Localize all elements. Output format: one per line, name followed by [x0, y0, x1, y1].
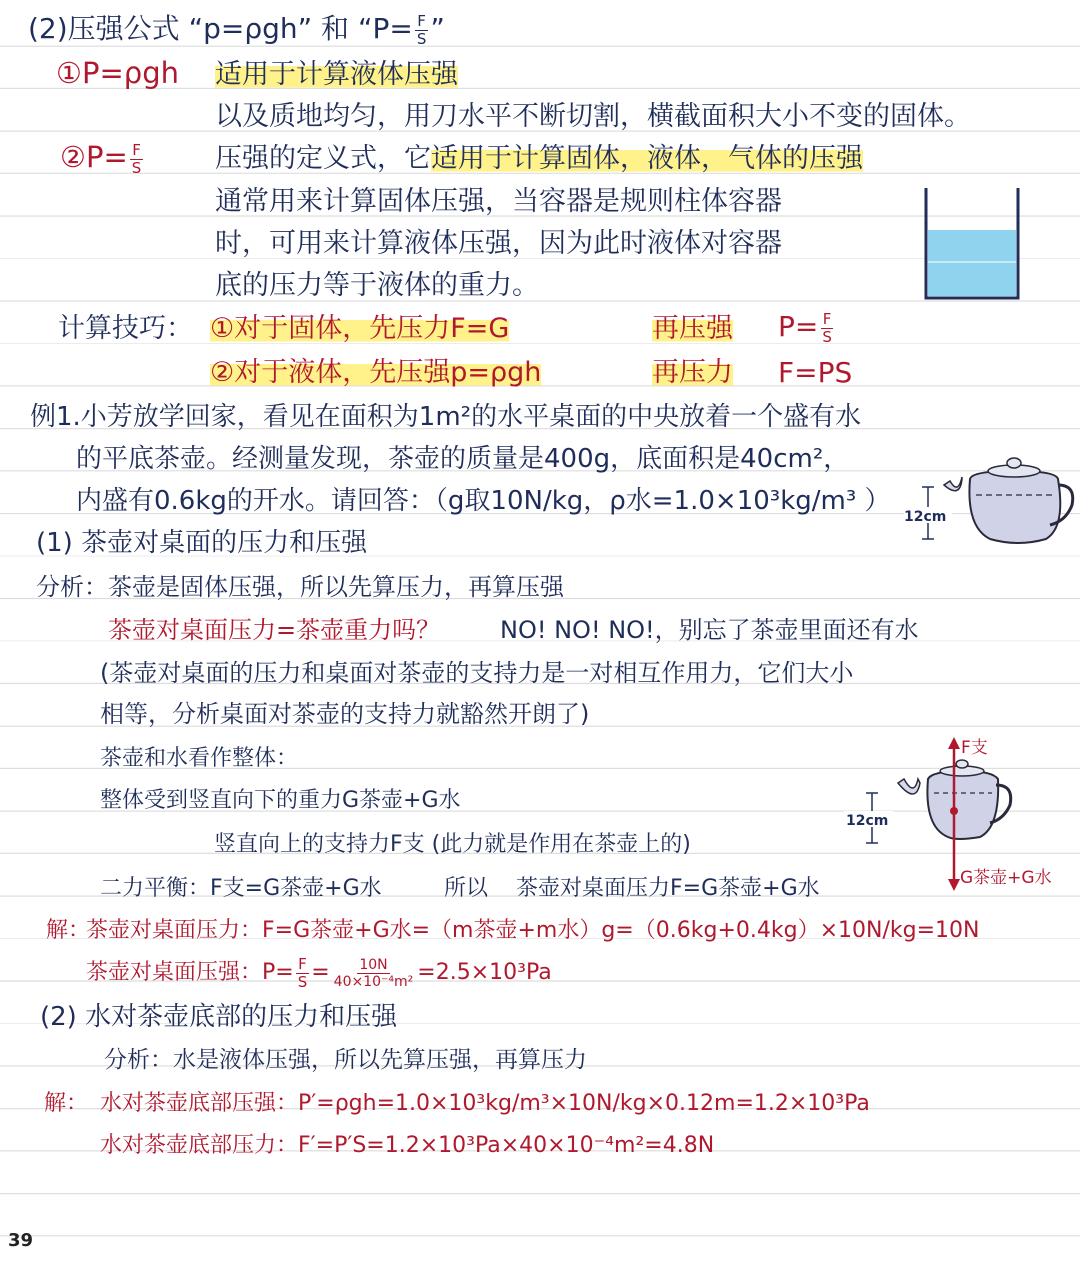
- gravity-line: 整体受到竖直向下的重力G茶壶+G水: [100, 788, 461, 813]
- fraction-denominator: S: [131, 158, 142, 177]
- formula-1-label: ①P=ρgh: [56, 56, 179, 90]
- fraction-denominator: S: [297, 972, 308, 991]
- teapot-body: [927, 771, 998, 839]
- example-line-1: 例1.小芳放学回家，看见在面积为1m²的水平桌面的中央放着一个盛有水: [30, 402, 862, 432]
- teapot-spout: [944, 477, 962, 491]
- teapot-figure-1: [900, 455, 1076, 550]
- section-title-prefix: (2)压强公式: [28, 12, 180, 45]
- paren-line-2: 相等，分析桌面对茶壶的支持力就豁然开朗了): [100, 700, 590, 728]
- force-down-label: G茶壶+G水: [960, 868, 1052, 888]
- balance-therefore: 所以: [444, 876, 489, 901]
- teapot-knob: [956, 760, 968, 768]
- formula-2-highlight: 适用于计算固体，液体，气体的压强: [431, 143, 863, 174]
- paren-line-1: (茶壶对桌面的压力和桌面对茶壶的支持力是一对相互作用力，它们大小: [100, 659, 854, 687]
- fraction-denominator: S: [416, 29, 427, 48]
- example-line-2: 的平底茶壶。经测量发现，茶壶的质量是400g，底面积是40cm²，: [76, 444, 850, 474]
- formula-2-text: 压强的定义式，它: [215, 143, 431, 174]
- fraction-numerator: F: [298, 954, 307, 973]
- solution-2-line-a: 水对茶壶底部压强：P′=ρgh=1.0×10³kg/m³×10N/kg×0.12m=1.2×10³Pa: [100, 1091, 870, 1116]
- formula-2-line-1: [215, 142, 863, 176]
- tips-row-1-formula: [778, 310, 836, 345]
- teapot-knob: [1007, 458, 1021, 468]
- solution-1-lead: 茶壶对桌面压强：P=: [86, 960, 294, 985]
- formula-2-line-3: 时，可用来计算液体压强，因为此时液体对容器: [215, 228, 782, 259]
- section-title-formula-2-lead: “P=: [357, 12, 413, 45]
- tips-row-1-highlight: ①对于固体，先压力F=G: [210, 313, 510, 344]
- teapot-body: [969, 471, 1060, 543]
- balance-line: 二力平衡：F支=G茶壶+G水: [100, 876, 382, 901]
- balance-conclusion: 茶壶对桌面压力F=G茶壶+G水: [516, 876, 820, 901]
- fraction-denominator: S: [822, 327, 832, 346]
- solution-1-result: =2.5×10³Pa: [417, 960, 552, 985]
- tips-row-1-fraction: [820, 309, 834, 346]
- section-title-and: 和: [321, 12, 350, 45]
- fraction-numerator: F: [417, 11, 426, 30]
- formula-2-fraction: [130, 140, 144, 177]
- formula-1-line-2: 以及质地均匀，用刀水平不断切割，横截面积大小不变的固体。: [215, 101, 971, 132]
- tips-row-2-then: [652, 356, 733, 390]
- section-title: [28, 12, 445, 47]
- solution-1-label: 解：: [46, 918, 91, 943]
- height-label: 12cm: [904, 509, 947, 525]
- tips-row-2-step: [210, 356, 541, 390]
- fraction-numerator: F: [822, 309, 832, 328]
- fraction-numerator: 10N: [359, 956, 388, 973]
- teapot-force-diagram: [840, 735, 1072, 895]
- solution-1-line-a: 茶壶对桌面压力：F=G茶壶+G水=（m茶壶+m水）g=（0.6kg+0.4kg）×10N/kg=10N: [86, 918, 980, 943]
- formula-2-line-4: 底的压力等于液体的重力。: [215, 270, 539, 301]
- solution-2-label: 解：: [44, 1091, 89, 1116]
- whole-body-label: 茶壶和水看作整体：: [100, 746, 299, 771]
- page-number: 39: [8, 1230, 34, 1251]
- solution-1-line-b: [86, 956, 552, 990]
- example-line-3: 内盛有0.6kg的开水。请回答：（g取10N/kg，ρ水=1.0×10³kg/m³ ）: [76, 486, 891, 516]
- formula-2-label: [60, 140, 145, 176]
- fraction-denominator: 40×10⁻⁴m²: [333, 973, 414, 990]
- force-down-arrow: [948, 879, 960, 891]
- section-title-fraction: [415, 11, 429, 48]
- support-line: 竖直向上的支持力F支 (此力就是作用在茶壶上的): [214, 832, 691, 857]
- force-up-label: F支: [961, 738, 988, 758]
- teapot-spout: [898, 779, 920, 794]
- tips-row-1-then-highlight: 再压强: [652, 313, 733, 344]
- tips-row-1-then: [652, 312, 733, 346]
- analysis-2: 分析：水是液体压强，所以先算压强，再算压力: [104, 1047, 587, 1073]
- solution-1-fraction-1: [296, 954, 310, 991]
- tips-row-1-formula-lead: P=: [778, 310, 819, 343]
- solution-1-fraction-2: [332, 958, 416, 989]
- formula-1-highlight: 适用于计算液体压强: [215, 59, 458, 90]
- section-title-formula-1: “p=ρgh”: [188, 12, 313, 45]
- container-figure: [920, 186, 1024, 302]
- question-1: (1) 茶壶对桌面的压力和压强: [36, 528, 368, 558]
- analysis-1: 分析：茶壶是固体压强，所以先算压力，再算压强: [36, 573, 564, 601]
- formula-2-lead: ②P=: [60, 140, 128, 174]
- formula-2-line-2: 通常用来计算固体压强，当容器是规则柱体容器: [215, 186, 782, 217]
- height-label: 12cm: [846, 813, 889, 829]
- force-up-arrow: [948, 737, 960, 749]
- section-title-formula-2-tail: ”: [430, 12, 445, 45]
- center-of-mass-dot: [950, 807, 958, 815]
- fraction-numerator: F: [132, 140, 141, 159]
- tips-row-2-formula: F=PS: [778, 356, 853, 389]
- tips-label: 计算技巧：: [58, 313, 193, 344]
- tips-row-2-then-highlight: 再压力: [652, 357, 733, 388]
- analysis-no-note: NO! NO! NO!，别忘了茶壶里面还有水: [500, 616, 919, 644]
- tips-row-2-highlight: ②对于液体，先压强p=ρgh: [210, 357, 542, 388]
- water-fill: [928, 230, 1016, 296]
- analysis-question: 茶壶对桌面压力=茶壶重力吗？: [108, 616, 441, 644]
- solution-1-equals: =: [311, 960, 330, 985]
- question-2: (2) 水对茶壶底部的压力和压强: [40, 1002, 398, 1032]
- formula-1-usage: [215, 58, 458, 92]
- solution-2-line-b: 水对茶壶底部压力：F′=P′S=1.2×10³Pa×40×10⁻⁴m²=4.8N: [100, 1133, 715, 1158]
- tips-row-1-step: [210, 312, 509, 346]
